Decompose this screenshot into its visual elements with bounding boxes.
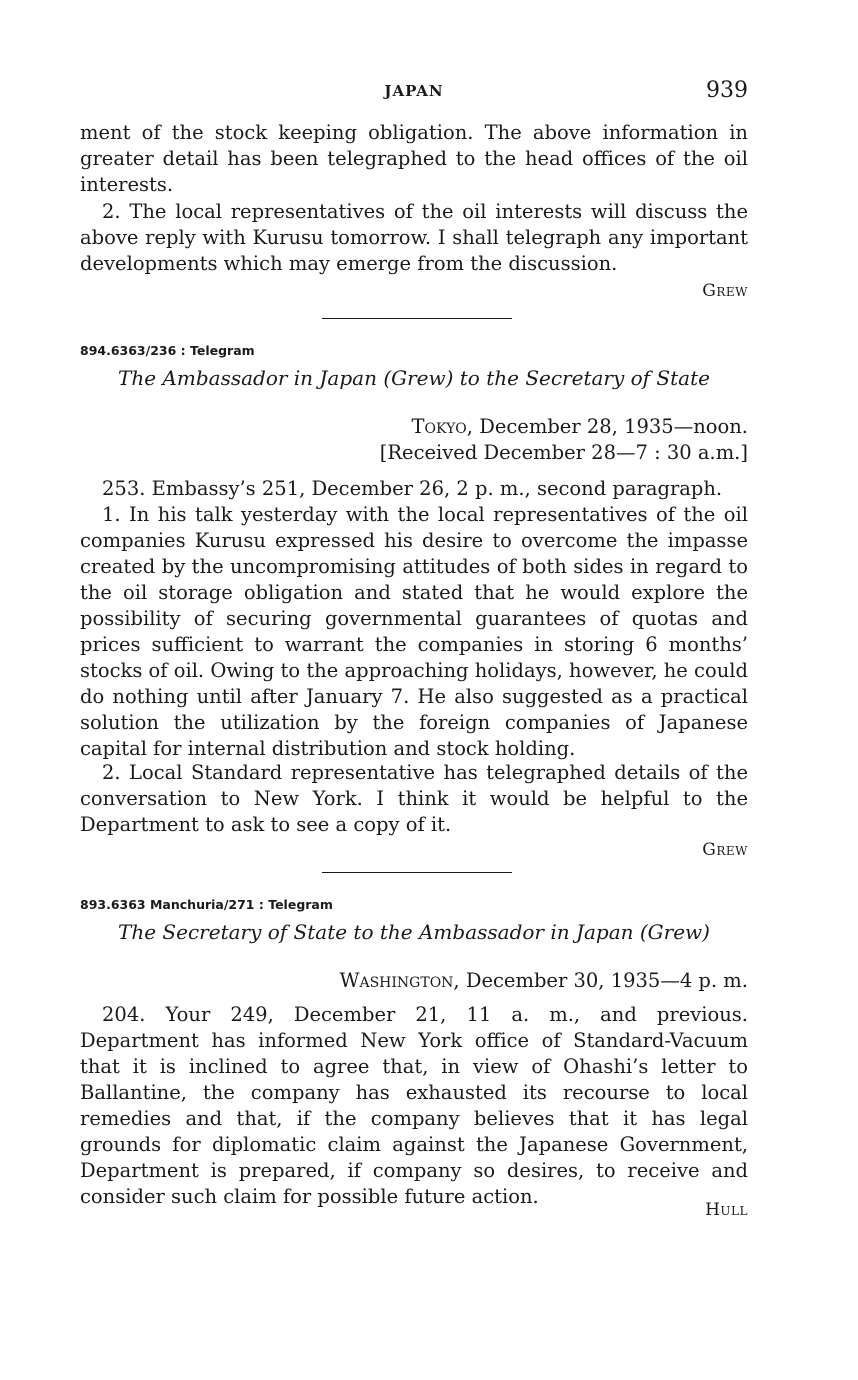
dateline-date: , December 28, 1935—noon.: [466, 415, 748, 438]
signature-grew-2: Grew: [702, 840, 748, 860]
document-heading-2: The Secretary of State to the Ambassador in Japan (Grew): [118, 920, 710, 944]
continued-paragraph: ment of the stock keeping obligation. The above information in greater detail has been telegraphed to the head offices of the oil interests.: [80, 121, 748, 196]
signature-grew-1: Grew: [702, 281, 748, 301]
dateline-place: Washington: [339, 969, 454, 992]
page-number: 939: [706, 78, 748, 103]
dateline-place: Tokyo: [411, 415, 467, 438]
file-number-2: 893.6363 Manchuria/271 : Telegram: [80, 897, 333, 912]
dateline-2: [80, 968, 748, 994]
signature-hull: Hull: [705, 1200, 748, 1220]
section-divider: [322, 872, 512, 873]
running-head: [80, 78, 748, 108]
telegram-paragraph: 204. Your 249, December 21, 11 a. m., and previous. Department has informed New York office of Standard-Vacuum that it is inclined to agree that, in view of Ohashi’s letter to Ballantine, the company has exhausted its recourse to local remedies and that, if the company believes that it has legal grounds for diplomatic claim against the Japanese Government, Department is prepared, if company so desires, to receive and consider such claim for possible future action.: [80, 1003, 748, 1208]
file-number-1: 894.6363/236 : Telegram: [80, 343, 255, 358]
section-divider: [322, 318, 512, 319]
dateline-1: [80, 414, 748, 440]
document-heading-1: The Ambassador in Japan (Grew) to the Secretary of State: [118, 366, 710, 390]
received-line: [Received December 28—7 : 30 a.m.]: [379, 441, 748, 464]
prev-paragraph-2: 2. The local representatives of the oil interests will discuss the above reply with Kurusu tomorrow. I shall telegraph any important developments which may emerge from the discussion.: [80, 200, 748, 275]
telegram-paragraph-1: 1. In his talk yesterday with the local representatives of the oil companies Kurusu expressed his desire to overcome the impasse created by the uncompromising attitudes of both sides in regard to the oil storage obligation and stated that he would explore the possibility of securing governmental guarantees of quotas and prices sufficient to warrant the companies in storing 6 months’ stocks of oil. Owing to the approaching holidays, however, he could do nothing until after January 7. He also suggested as a practical solution the utilization by the foreign companies of Japanese capital for internal distribution and stock holding.: [80, 503, 748, 760]
dateline-date: , December 30, 1935—4 p. m.: [453, 969, 748, 992]
telegram-paragraph-2: 2. Local Standard representative has telegraphed details of the conversation to New York. I think it would be helpful to the Department to ask to see a copy of it.: [80, 761, 748, 836]
document-page: [80, 0, 748, 1380]
telegram-intro: 253. Embassy’s 251, December 26, 2 p. m., second paragraph.: [102, 477, 723, 500]
running-title: JAPAN: [384, 82, 444, 100]
